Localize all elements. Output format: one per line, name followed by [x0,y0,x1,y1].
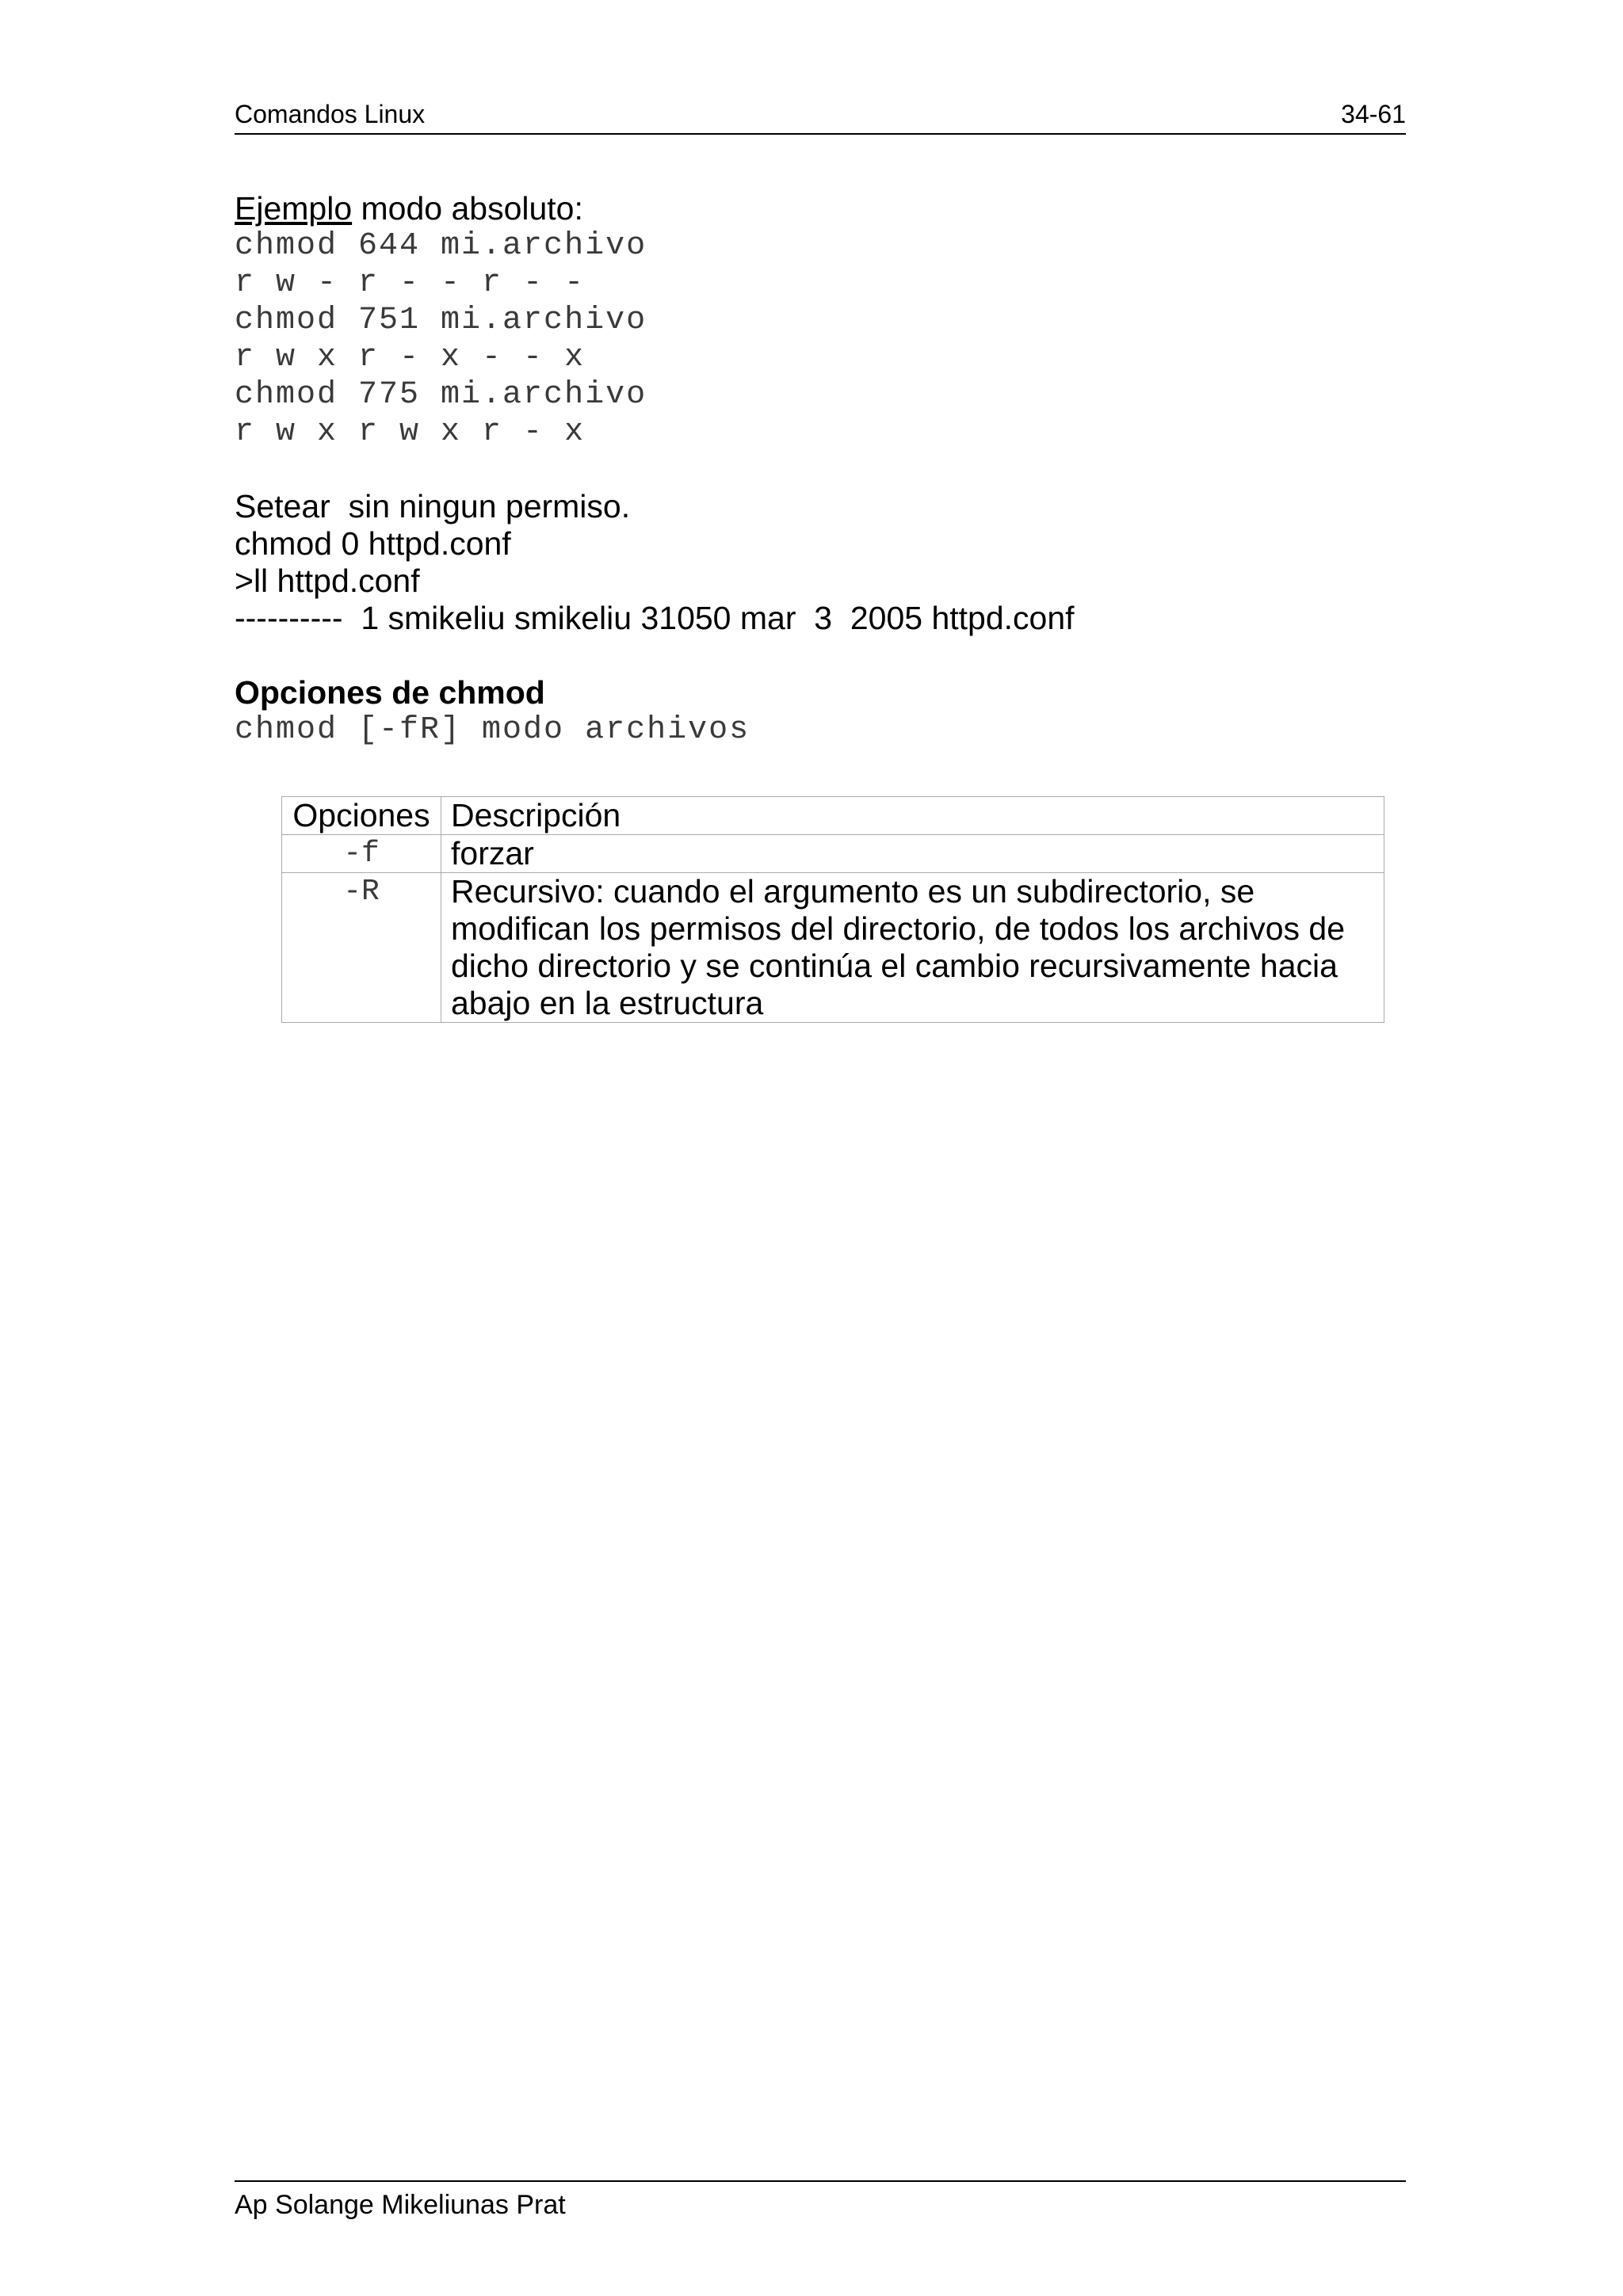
page-footer [235,2180,1406,2221]
page-header [235,93,1406,135]
description-line: Recursivo: cuando el argumento es un subdirectorio, se [451,873,1255,910]
page-number: 34-61 [1341,100,1406,128]
description-line: dicho directorio y se continúa el cambio recursivamente hacia [451,948,1338,984]
code-line: r w x r w x r - x [235,414,586,450]
column-header: Descripción [441,797,1384,835]
header-title: Comandos Linux [235,100,426,128]
description-cell [441,835,1384,873]
code-line: chmod 775 mi.archivo [235,377,647,413]
example-label-rest: modo absoluto: [352,190,583,227]
page-content [235,190,1406,749]
section-heading: Opciones de chmod [235,674,545,711]
table-header-row [282,797,1384,835]
code-line: chmod 644 mi.archivo [235,228,647,264]
footer-author: Ap Solange Mikeliunas Prat [235,2190,566,2220]
options-table [281,796,1384,1023]
table-row [282,835,1384,873]
description-line: abajo en la estructura [451,985,764,1021]
table-row [282,873,1384,1023]
option-cell: -f [282,835,441,873]
example-heading [235,190,1406,227]
code-line: r w - r - - r - - [235,265,586,301]
column-header: Opciones [282,797,441,835]
description-line: modifican los permisos del directorio, de todos los archivos de [451,910,1346,947]
description-cell [441,873,1384,1023]
text-line: ---------- 1 smikeliu smikeliu 31050 mar 3 2005 httpd.conf [235,600,1075,636]
text-line: Setear sin ningun permiso. [235,488,631,524]
text-line: chmod 0 httpd.conf [235,525,511,562]
description-line: forzar [451,835,534,871]
option-cell: -R [282,873,441,1023]
syntax-line: chmod [-fR] modo archivos [235,712,750,748]
code-line: r w x r - x - - x [235,340,586,376]
code-line: chmod 751 mi.archivo [235,303,647,338]
text-line: >ll httpd.conf [235,563,420,599]
example-label: Ejemplo [235,190,353,227]
